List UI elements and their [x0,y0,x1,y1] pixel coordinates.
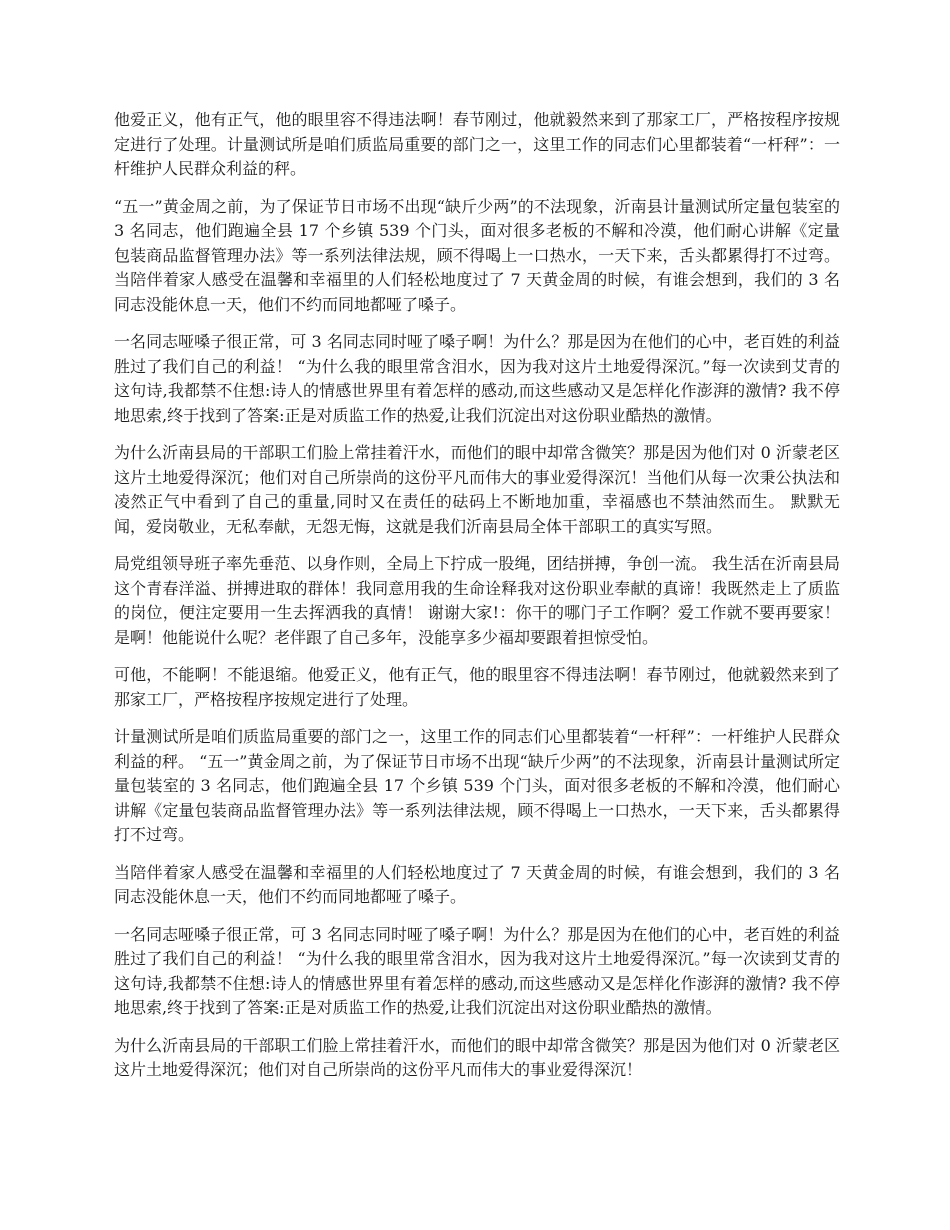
paragraph-2: “五一”黄金周之前，为了保证节日市场不出现“缺斤少两”的不法现象，沂南县计量测试所定量包装室的 3 名同志，他们跑遍全县 17 个乡镇 539 个门头，面对很多老板的不解和冷漠，他们耐心讲解《定量包装商品监督管理办法》等一系列法律法规，顾不得喝上一口热水，一天下来，舌头都累得打不过弯。当陪伴着家人感受在温馨和幸福里的人们轻松地度过了 7 天黄金周的时候，有谁会想到，我们的 3 名同志没能休息一天，他们不约而同地都哑了嗓子。 [114,196,840,314]
paragraph-6: 可他，不能啊！不能退缩。他爱正义，他有正气，他的眼里容不得违法啊！春节刚过，他就毅然来到了那家工厂，严格按程序按规定进行了处理。 [114,665,840,709]
paragraph-8: 当陪伴着家人感受在温馨和幸福里的人们轻松地度过了 7 天黄金周的时候，有谁会想到，我们的 3 名同志没能休息一天，他们不约而同地都哑了嗓子。 [114,862,840,906]
document-page [114,108,840,1096]
paragraph-1: 他爱正义，他有正气，他的眼里容不得违法啊！春节刚过，他就毅然来到了那家工厂，严格按程序按规定进行了处理。计量测试所是咱们质监局重要的部门之一，这里工作的同志们心里都装着“一杆秤”：一杆维护人民群众利益的秤。 [114,110,840,178]
paragraph-4: 为什么沂南县局的干部职工们脸上常挂着汗水，而他们的眼中却常含微笑？那是因为他们对 0 沂蒙老区这片土地爱得深沉；他们对自己所崇尚的这份平凡而伟大的事业爱得深沉！当他们从每一次秉公执法和凌然正气中看到了自己的重量,同时又在责任的砝码上不断地加重，幸福感也不禁油然而生。 默默无闻，爱岗敬业，无私奉献，无怨无悔，这就是我们沂南县局全体干部职工的真实写照。 [114,443,840,536]
paragraph-10: 为什么沂南县局的干部职工们脸上常挂着汗水，而他们的眼中却常含微笑？那是因为他们对 0 沂蒙老区这片土地爱得深沉；他们对自己所崇尚的这份平凡而伟大的事业爱得深沉！ [114,1035,840,1079]
paragraph-3: 一名同志哑嗓子很正常，可 3 名同志同时哑了嗓子啊！为什么？那是因为在他们的心中，老百姓的利益胜过了我们自己的利益！ “为什么我的眼里常含泪水，因为我对这片土地爱得深沉。”每一次读到艾青的这句诗,我都禁不住想:诗人的情感世界里有着怎样的感动,而这些感动又是怎样化作澎湃的激情? 我不停地思索,终于找到了答案:正是对质监工作的热爱,让我们沉淀出对这份职业酷热的激情。 [114,332,840,425]
paragraph-5: 局党组领导班子率先垂范、以身作则，全局上下拧成一股绳，团结拼搏，争创一流。 我生活在沂南县局这个青春洋溢、拼搏进取的群体！我同意用我的生命诠释我对这份职业奉献的真谛！我既然走上了质监的岗位，便注定要用一生去挥洒我的真情！ 谢谢大家!：你干的哪门子工作啊？爱工作就不要再要家！是啊！他能说什么呢？老伴跟了自己多年，没能享多少福却要跟着担惊受怕。 [114,554,840,647]
paragraph-9: 一名同志哑嗓子很正常，可 3 名同志同时哑了嗓子啊！为什么？那是因为在他们的心中，老百姓的利益胜过了我们自己的利益！ “为什么我的眼里常含泪水，因为我对这片土地爱得深沉。”每一次读到艾青的这句诗,我都禁不住想:诗人的情感世界里有着怎样的感动,而这些感动又是怎样化作澎湃的激情? 我不停地思索,终于找到了答案:正是对质监工作的热爱,让我们沉淀出对这份职业酷热的激情。 [114,924,840,1017]
paragraph-7: 计量测试所是咱们质监局重要的部门之一，这里工作的同志们心里都装着“一杆秤”：一杆维护人民群众利益的秤。 “五一”黄金周之前，为了保证节日市场不出现“缺斤少两”的不法现象，沂南县计量测试所定量包装室的 3 名同志，他们跑遍全县 17 个乡镇 539 个门头，面对很多老板的不解和冷漠，他们耐心讲解《定量包装商品监督管理办法》等一系列法律法规，顾不得喝上一口热水，一天下来，舌头都累得打不过弯。 [114,727,840,844]
